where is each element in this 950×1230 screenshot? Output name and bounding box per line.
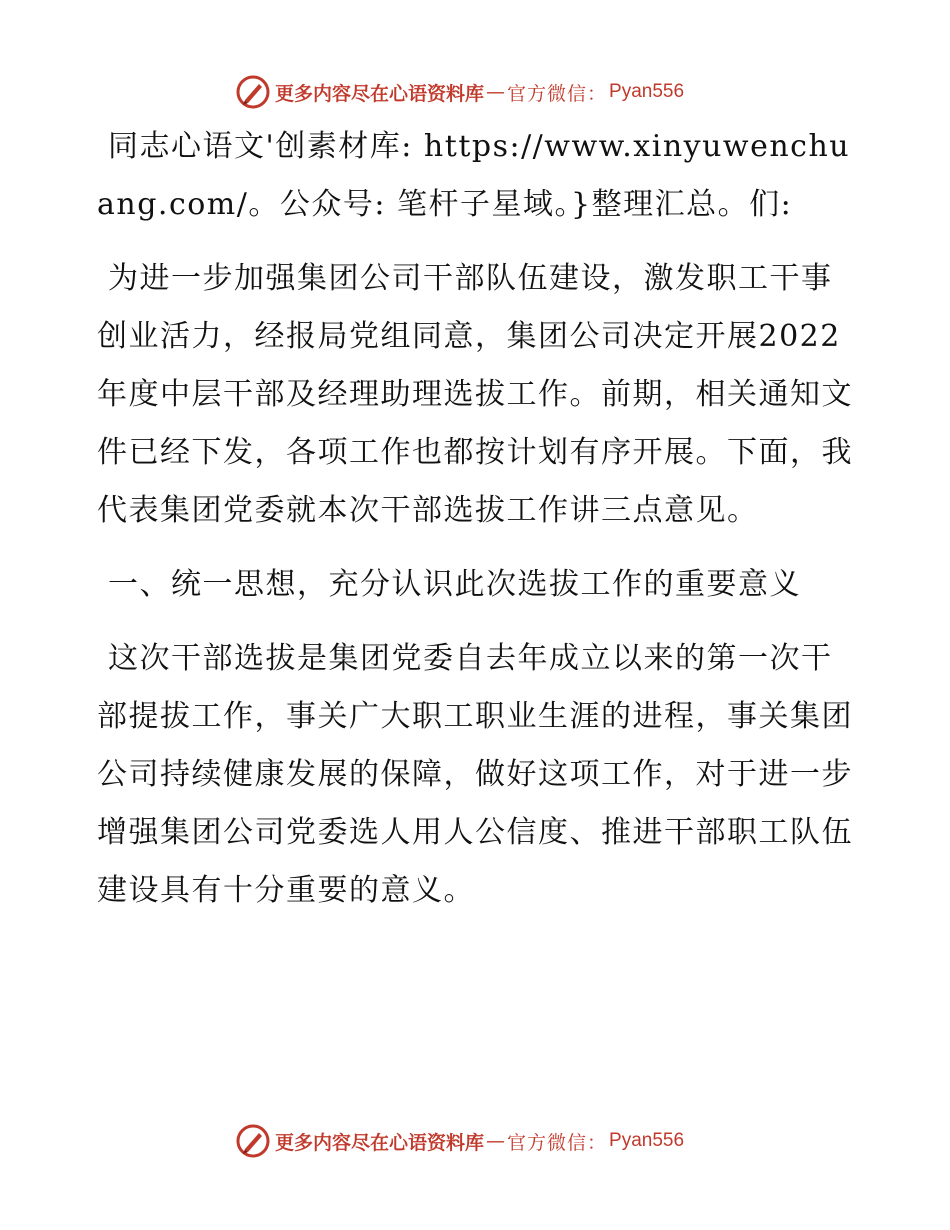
watermark-text: 更多内容尽在心语资料库 [275, 82, 485, 105]
watermark-text: 更多内容尽在心语资料库 [275, 1131, 485, 1154]
watermark-wechat-id: Pyan556 [609, 1130, 685, 1151]
watermark-subtitle: 官方微信： [507, 1131, 608, 1154]
pen-logo-icon [235, 1123, 271, 1159]
body-paragraph: 这次干部选拔是集团党委自去年成立以来的第一次干部提拔工作，事关广大职工职业生涯的进程，事关集团公司持续健康发展的保障，做好这项工作，对于进一步增强集团公司党委选人用人公信度、推进干部职工队伍建设具有十分重要的意义。 [97, 641, 853, 908]
section-heading: 一、统一思想，充分认识此次选拔工作的重要意义 [97, 567, 802, 602]
watermark-subtitle: 官方微信： [507, 82, 608, 105]
watermark-separator: — [486, 1130, 506, 1152]
watermark-separator: — [486, 81, 506, 103]
pen-logo-icon [235, 74, 271, 110]
opening-paragraph: 为进一步加强集团公司干部队伍建设，激发职工干事创业活力，经报局党组同意，集团公司决定开展2022年度中层干部及经理助理选拔工作。前期，相关通知文件已经下发，各项工作也都按计划有序开展。下面，我代表集团党委就本次干部选拔工作讲三点意见。 [97, 261, 853, 528]
watermark-banner-bottom [235, 1121, 684, 1161]
document-body [97, 118, 857, 936]
watermark-wechat-id: Pyan556 [609, 81, 685, 102]
watermark-banner-top [235, 72, 684, 112]
intro-paragraph: 同志心语文'创素材库: https://www.xinyuwenchuang.com/。公众号: 笔杆子星域。}整理汇总。们: [97, 129, 851, 222]
